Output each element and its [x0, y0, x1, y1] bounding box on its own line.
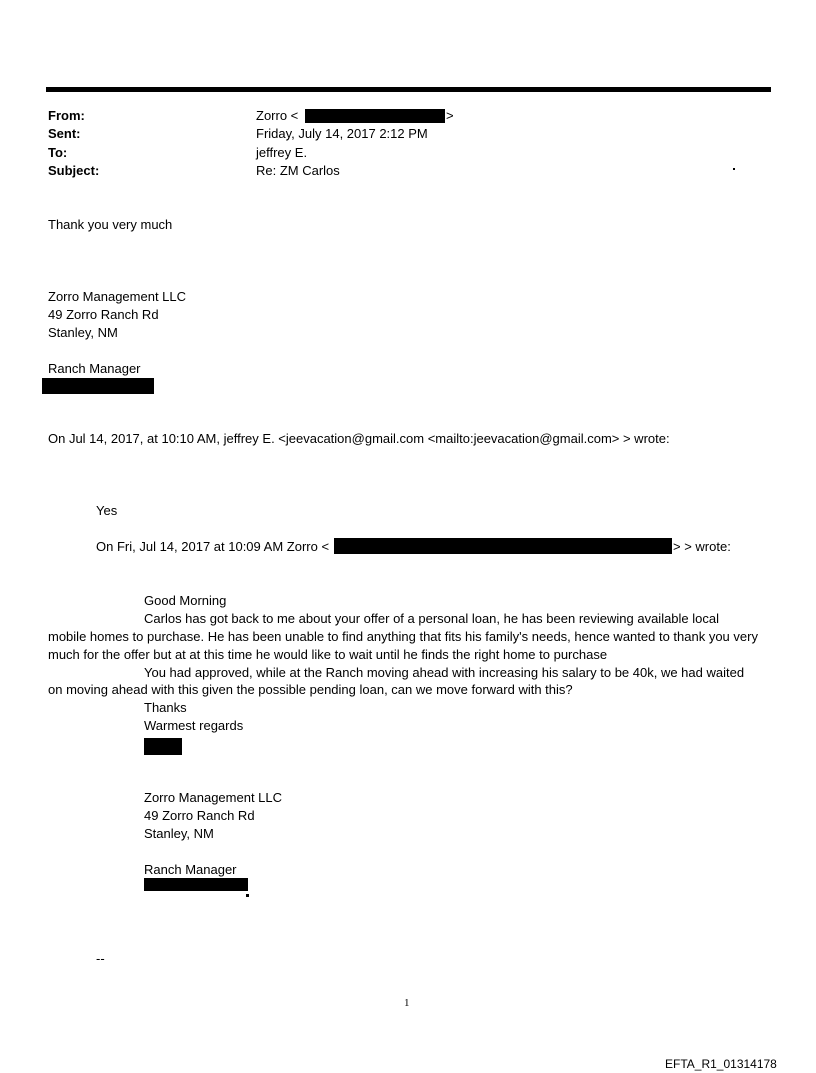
sent-label: Sent: [48, 126, 81, 141]
quote2-para2-continuation: on moving ahead with this given the possible pending loan, can we move forward with this? [48, 682, 573, 697]
sent-value: Friday, July 14, 2017 2:12 PM [256, 126, 428, 141]
quote2-signature-title: Ranch Manager [144, 862, 237, 877]
subject-value: Re: ZM Carlos [256, 163, 340, 178]
quote2-regards: Warmest regards [144, 718, 244, 733]
from-value-suffix: > [446, 108, 454, 123]
quote2-email-redaction [334, 538, 672, 554]
signature-title: Ranch Manager [48, 361, 141, 376]
quote1-reply: Yes [96, 503, 118, 518]
quote2-signature-phone-redaction [144, 878, 248, 891]
quote2-para1-first-line: Carlos has got back to me about your offer of a personal loan, he has been reviewing available local [144, 611, 720, 626]
signature-phone-redaction [42, 378, 154, 394]
quote2-signature-address: 49 Zorro Ranch Rd [144, 808, 255, 823]
from-value-prefix: Zorro < [256, 108, 299, 123]
stray-dot [733, 168, 735, 170]
quote2-signature-city: Stanley, NM [144, 826, 214, 841]
redaction-artifact-dot [246, 894, 249, 897]
subject-label: Subject: [48, 163, 100, 178]
signature-company: Zorro Management LLC [48, 289, 187, 304]
quote2-header-suffix: > > wrote: [673, 539, 731, 554]
from-label: From: [48, 108, 85, 123]
quote2-sender-name-redaction [144, 738, 182, 755]
document-id: EFTA_R1_01314178 [665, 1057, 777, 1071]
signature-city: Stanley, NM [48, 325, 118, 340]
quote2-para2-first-line: You had approved, while at the Ranch moving ahead with increasing his salary to be 40k, we had waited [144, 665, 745, 680]
from-email-redaction [305, 109, 445, 123]
quote1-header: On Jul 14, 2017, at 10:10 AM, jeffrey E. <jeevacation@gmail.com <mailto:jeevacation@gmail.com> > wrote: [48, 431, 670, 446]
to-value: jeffrey E. [256, 145, 308, 160]
page-number: 1 [404, 997, 410, 1009]
signature-address: 49 Zorro Ranch Rd [48, 307, 159, 322]
reply-text: Thank you very much [48, 217, 173, 232]
quote2-para1-continuation: mobile homes to purchase. He has been unable to find anything that fits his family's needs, hence wanted to thank you very much for the offer but at at this time he would like to wait until he finds the right home to purchase [48, 629, 758, 662]
header-rule [46, 87, 771, 92]
quote2-greeting: Good Morning [144, 593, 227, 608]
quote2-signature-company: Zorro Management LLC [144, 790, 283, 805]
quote2-header-prefix: On Fri, Jul 14, 2017 at 10:09 AM Zorro < [96, 539, 330, 554]
to-label: To: [48, 145, 68, 160]
signature-separator: -- [96, 951, 105, 966]
quote2-thanks: Thanks [144, 700, 187, 715]
